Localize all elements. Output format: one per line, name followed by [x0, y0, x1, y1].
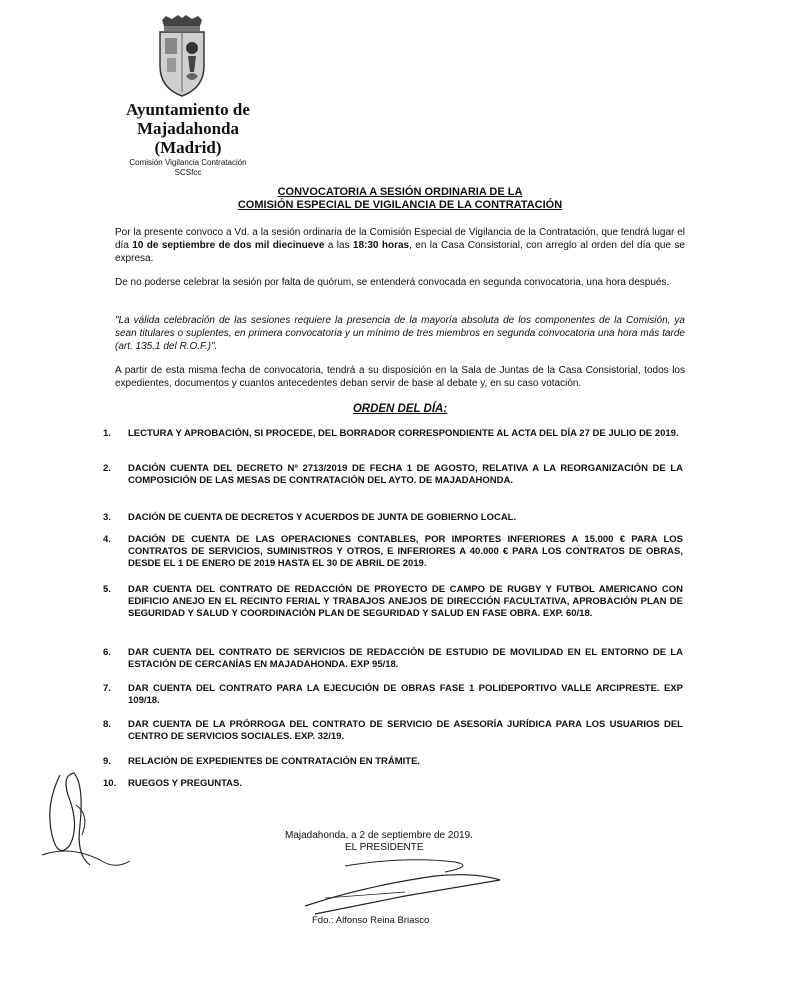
- president-signature-icon: [285, 846, 525, 916]
- place-date: Majadahonda, a 2 de septiembre de 2019.: [285, 830, 473, 841]
- meeting-time: 18:30 horas: [352, 240, 410, 251]
- signer-name: Fdo.: Alfonso Reina Briasco: [312, 915, 430, 926]
- org-line-1: Ayuntamiento de: [126, 100, 250, 119]
- agenda-item-number: 7.: [103, 683, 111, 694]
- department-name: Comisión Vigilancia Contratación: [129, 158, 247, 167]
- agenda-item-text: RUEGOS Y PREGUNTAS.: [128, 778, 243, 789]
- p1-text-b: a las: [324, 240, 353, 251]
- agenda-item-number: 5.: [103, 584, 111, 595]
- agenda-item-text: LECTURA Y APROBACIÓN, SI PROCEDE, DEL BORRADOR CORRESPONDIENTE AL ACTA DEL DÍA 27 DE JULIO DE 2019.: [128, 428, 679, 439]
- agenda-item-number: 6.: [103, 647, 111, 658]
- document-code: SCSfcc: [174, 168, 202, 177]
- agenda-item-number: 8.: [103, 719, 111, 730]
- agenda-item-text: DACIÓN DE CUENTA DE DECRETOS Y ACUERDOS DE JUNTA DE GOBIERNO LOCAL.: [128, 512, 517, 523]
- p1-text-a: Por la presente convoco a Vd. a la sesión ordinaria de la Comisión Especial de Vigilancia de la Contratación, que tendrá lugar el día: [115, 227, 685, 251]
- p1-text-c: , en la Casa Consistorial, con arreglo al orden del día que se expresa.: [115, 240, 685, 264]
- agenda-item-text: DACIÓN DE CUENTA DE LAS OPERACIONES CONTABLES, POR IMPORTES INFERIORES A 15.000 € PARA LOS CONTRATOS DE SERVICIOS, SUMINISTROS Y OTROS, E INFERIORES A 40.000 € PARA LOS CONTRATOS DE OBRAS, DESDE EL 1 DE ENERO DE 2019 HASTA EL 30 DE ABRIL DE 2019.: [128, 534, 683, 569]
- department-block: [104, 158, 272, 178]
- coat-of-arms-icon: [152, 14, 212, 98]
- margin-signature-icon: [30, 765, 140, 885]
- org-line-2: Majadahonda: [136, 119, 240, 138]
- title-line-1: CONVOCATORIA A SESIÓN ORDINARIA DE LA: [277, 186, 523, 198]
- agenda-title: ORDEN DEL DÍA:: [352, 403, 448, 415]
- organization-name: [108, 100, 268, 157]
- paragraph-documents: A partir de esta misma fecha de convocatoria, tendrá a su disposición en la Sala de Juntas de la Casa Consistorial, todos los expedientes, documentos y cuantos antecedentes deban servir de base al debate y, en su caso votación.: [115, 365, 685, 389]
- paragraph-quorum: De no poderse celebrar la sesión por falta de quórum, se entenderá convocada en segunda convocatoria, una hora después.: [115, 277, 670, 288]
- org-line-3: (Madrid): [154, 138, 222, 157]
- agenda-item-text: DAR CUENTA DEL CONTRATO DE SERVICIOS DE REDACCIÓN DE ESTUDIO DE MOVILIDAD EN EL ENTORNO DE LA ESTACIÓN DE CERCANÍAS EN MAJADAHONDA. EXP 95/18.: [128, 647, 683, 670]
- document-title: [180, 186, 620, 212]
- agenda-item-text: DACIÓN CUENTA DEL DECRETO Nº 2713/2019 DE FECHA 1 DE AGOSTO, RELATIVA A LA REORGANIZACIÓN DE LA COMPOSICIÓN DE LAS MESAS DE CONTRATACIÓN DEL AYTO. DE MAJADAHONDA.: [128, 463, 683, 486]
- agenda-item-text: RELACIÓN DE EXPEDIENTES DE CONTRATACIÓN EN TRÁMITE.: [128, 756, 421, 767]
- agenda-item-number: 9.: [103, 756, 111, 767]
- paragraph-legal-quote: "La válida celebración de las sesiones requiere la presencia de la mayoría absoluta de los componentes de la Comisión, ya sean titulares o suplentes, en primera convocatoria y un mínimo de tres miembros en segunda convocatoria una hora más tarde (art. 135.1 del R.O.F.)".: [115, 315, 685, 352]
- agenda-item-number: 4.: [103, 534, 111, 545]
- agenda-item-number: 3.: [103, 512, 111, 523]
- agenda-item-number: 10.: [103, 778, 117, 789]
- signer-role: EL PRESIDENTE: [345, 842, 424, 853]
- agenda-item-text: DAR CUENTA DE LA PRÓRROGA DEL CONTRATO DE SERVICIO DE ASESORÍA JURÍDICA PARA LOS USUARIOS DEL CENTRO DE SERVICIOS SOCIALES. EXP. 32/19.: [128, 719, 683, 742]
- agenda-item-number: 2.: [103, 463, 111, 474]
- title-line-2: COMISIÓN ESPECIAL DE VIGILANCIA DE LA CONTRATACIÓN: [237, 199, 563, 211]
- agenda-item-number: 1.: [103, 428, 111, 439]
- paragraph-convocation: [115, 226, 685, 265]
- agenda-item-text: DAR CUENTA DEL CONTRATO DE REDACCIÓN DE PROYECTO DE CAMPO DE RUGBY Y FUTBOL AMERICANO CON EDIFICIO ANEJO EN EL RECINTO FERIAL Y TRABAJOS ANEJOS DE DIRECCIÓN FACULTATIVA, APROBACIÓN PLAN DE SEGURIDAD Y SALUD Y COORDINACIÓN PLAN DE SEGURIDAD Y SALUD EN FASE OBRA. EXP. 60/18.: [128, 584, 683, 619]
- meeting-date: 10 de septiembre de dos mil diecinueve: [132, 240, 325, 251]
- agenda-item-text: DAR CUENTA DEL CONTRATO PARA LA EJECUCIÓN DE OBRAS FASE 1 POLIDEPORTIVO VALLE ARCIPRESTE. EXP 109/18.: [128, 683, 683, 706]
